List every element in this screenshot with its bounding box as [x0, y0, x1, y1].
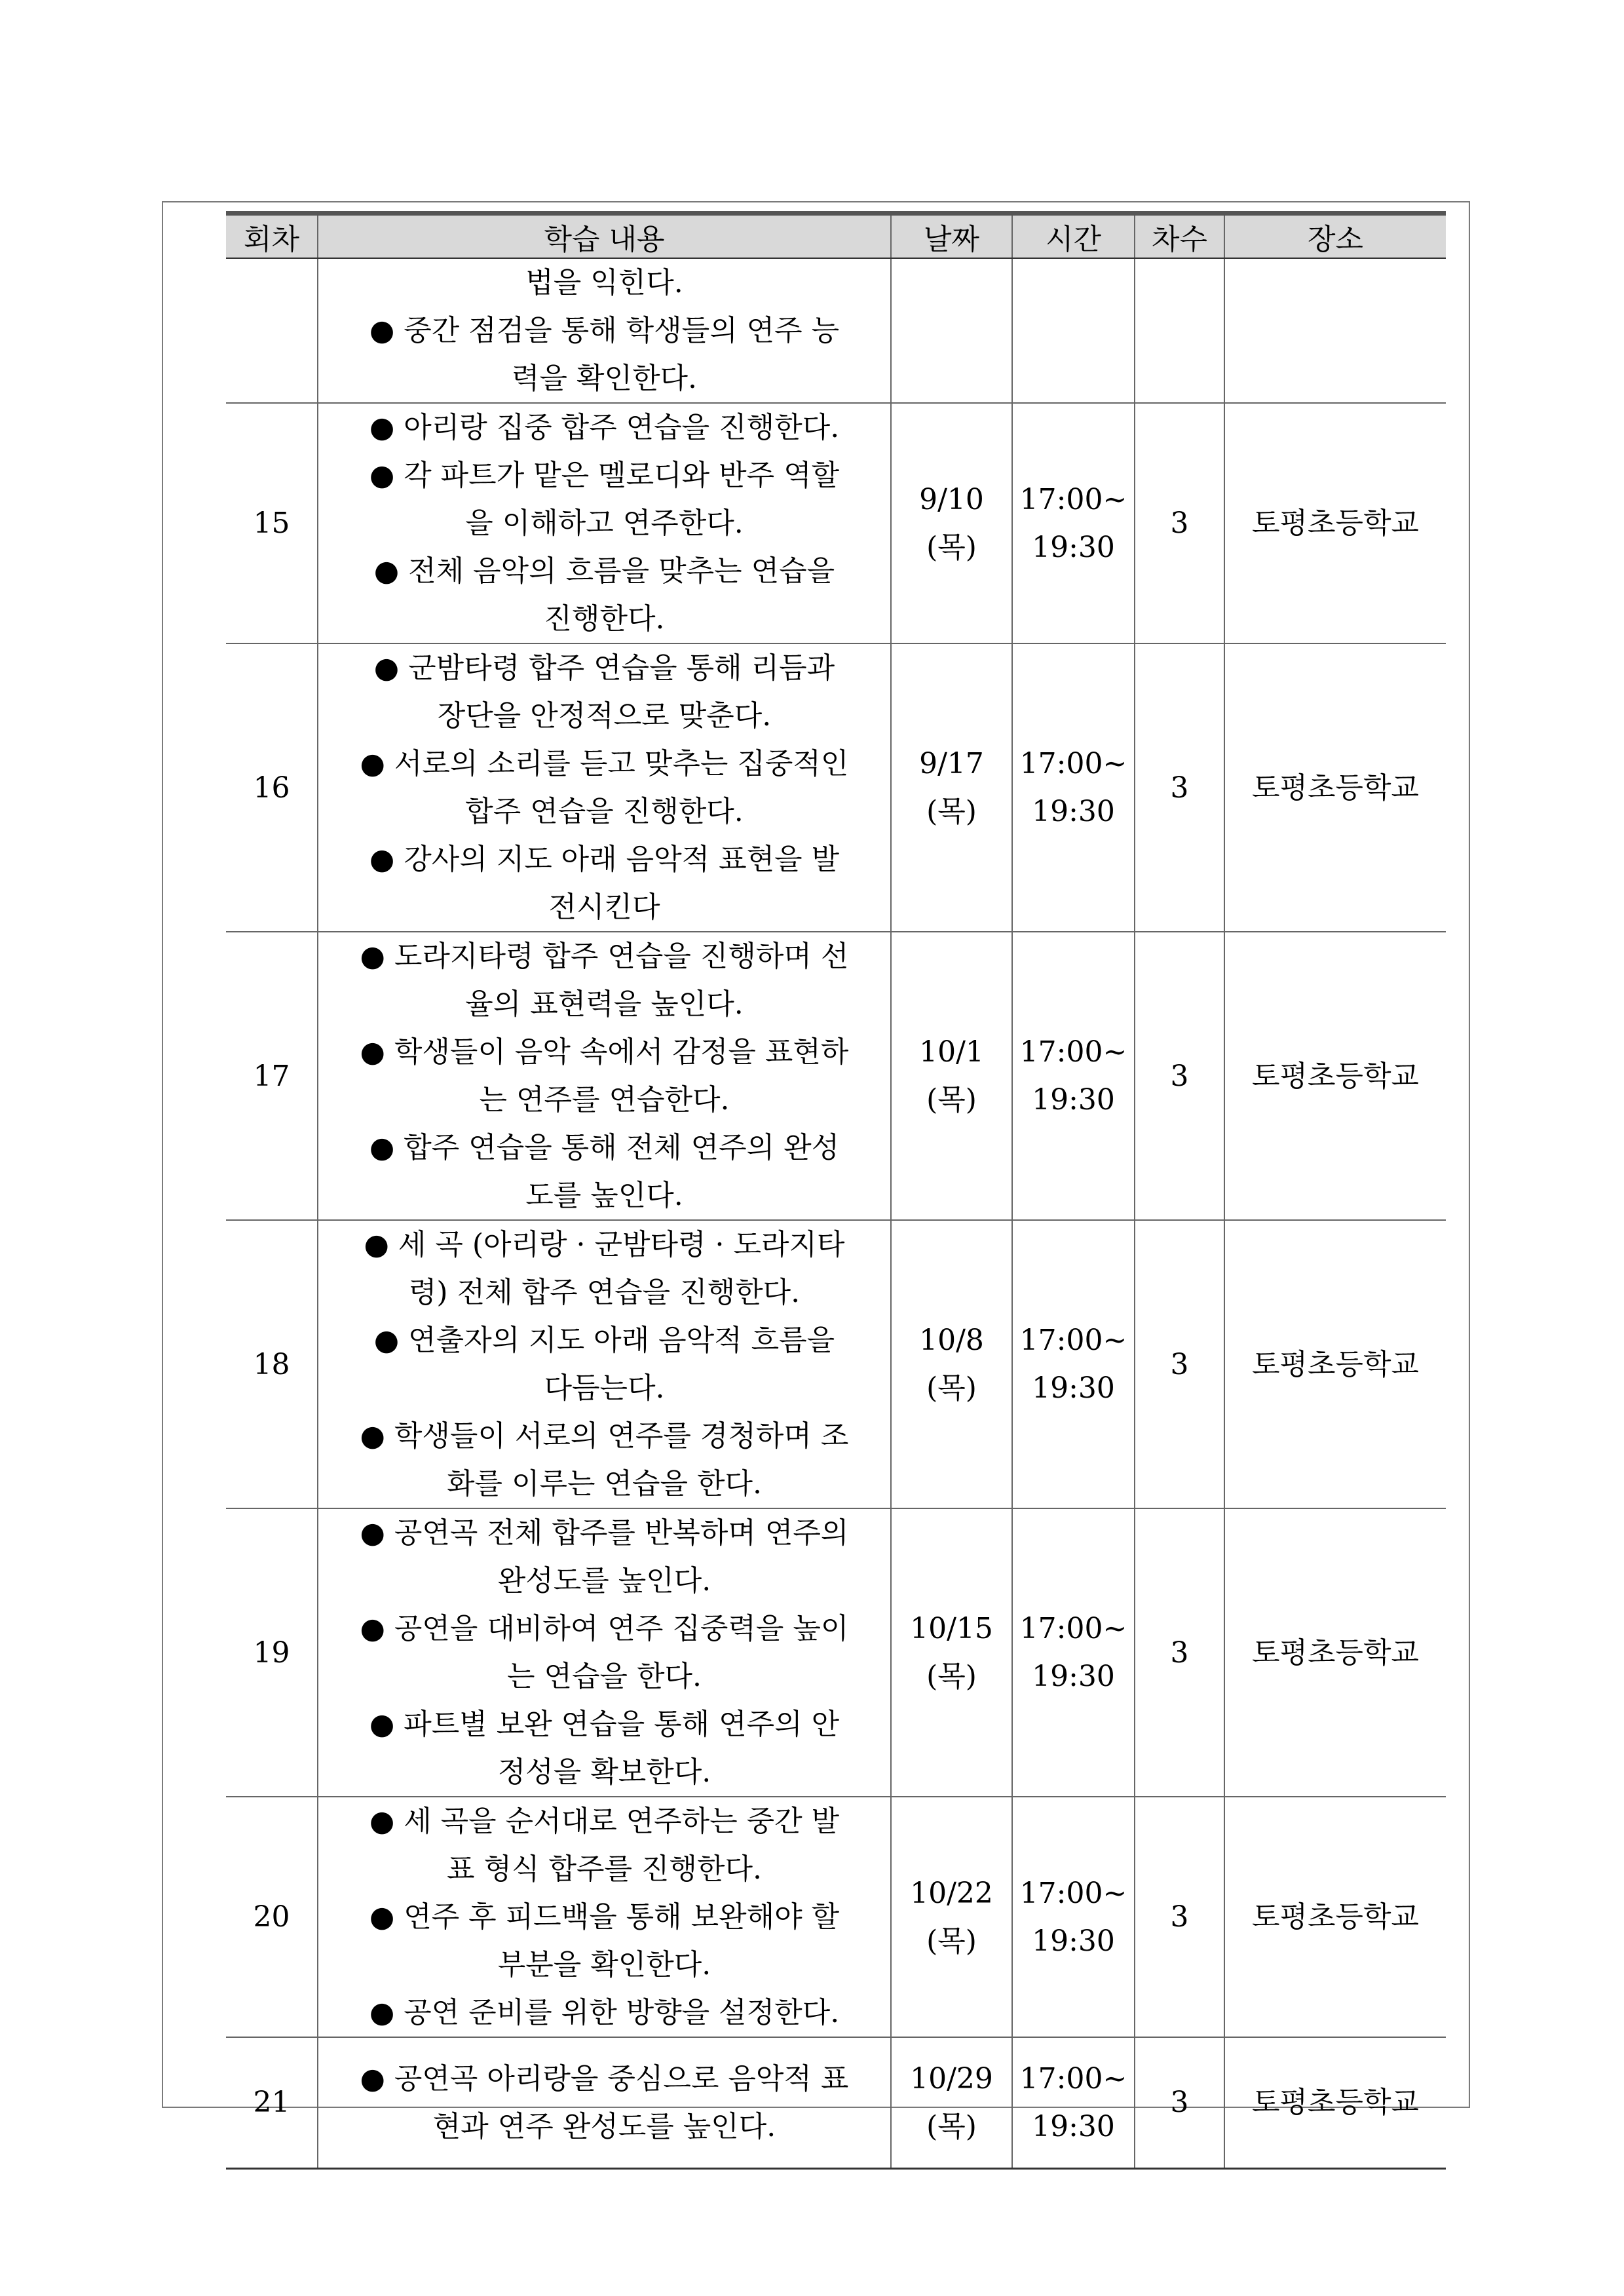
content-line: ● 연주 후 피드백을 통해 보완해야 할 — [369, 1900, 840, 1934]
content-line: ● 공연곡 전체 합주를 반복하며 연주의 — [360, 1516, 849, 1550]
time-cell — [1012, 258, 1135, 403]
content-line: ● 세 곡 (아리랑 · 군밤타령 · 도라지타 — [364, 1228, 845, 1261]
place-cell: 토평초등학교 — [1224, 403, 1446, 643]
content-line: 다듬는다. — [544, 1371, 665, 1405]
table-row — [226, 1508, 1446, 1797]
time-end: 19:30 — [1032, 1924, 1115, 1958]
content-line: ● 아리랑 집중 합주 연습을 진행한다. — [369, 411, 840, 444]
content-line: ● 합주 연습을 통해 전체 연주의 완성 — [369, 1131, 840, 1164]
round-cell: 16 — [226, 643, 318, 932]
place-cell: 토평초등학교 — [1224, 2037, 1446, 2168]
date-text: 9/17 — [919, 747, 984, 780]
weekday-text: (목) — [926, 1371, 977, 1405]
content-line: 는 연습을 한다. — [507, 1660, 702, 1693]
table-row — [226, 1797, 1446, 2037]
header-date: 날짜 — [891, 214, 1012, 259]
content-line: 도를 높인다. — [525, 1179, 683, 1212]
round-cell: 21 — [226, 2037, 318, 2168]
round-cell: 17 — [226, 932, 318, 1220]
time-cell — [1012, 2037, 1135, 2168]
count-cell: 3 — [1135, 1797, 1224, 2037]
content-line: ● 파트별 보완 연습을 통해 연주의 안 — [369, 1708, 840, 1741]
content-line: ● 학생들이 서로의 연주를 경청하며 조 — [360, 1419, 849, 1453]
time-start: 17:00~ — [1019, 1324, 1127, 1357]
content-line: 부분을 확인한다. — [497, 1948, 711, 1981]
content-cell — [318, 1797, 891, 2037]
content-cell — [318, 643, 891, 932]
schedule-table — [226, 211, 1446, 2170]
content-cell — [318, 1508, 891, 1797]
date-cell — [891, 643, 1012, 932]
content-cell — [318, 403, 891, 643]
table-row — [226, 403, 1446, 643]
content-line: 완성도를 높인다. — [497, 1564, 711, 1598]
content-line: ● 각 파트가 맡은 멜로디와 반주 역할 — [369, 459, 840, 492]
weekday-text: (목) — [926, 1660, 977, 1693]
content-line: 합주 연습을 진행한다. — [465, 795, 744, 828]
table-header-row — [226, 214, 1446, 259]
count-cell: 3 — [1135, 2037, 1224, 2168]
time-start: 17:00~ — [1019, 2061, 1127, 2095]
header-place: 장소 — [1224, 214, 1446, 259]
round-cell: 20 — [226, 1797, 318, 2037]
table-row — [226, 258, 1446, 403]
date-cell — [891, 1508, 1012, 1797]
time-end: 19:30 — [1032, 1083, 1115, 1117]
content-line: ● 서로의 소리를 듣고 맞추는 집중적인 — [360, 747, 849, 780]
place-cell: 토평초등학교 — [1224, 932, 1446, 1220]
content-line: ● 중간 점검을 통해 학생들의 연주 능 — [369, 314, 840, 347]
content-line: ● 전체 음악의 흐름을 맞추는 연습을 — [373, 554, 835, 588]
date-text: 10/8 — [919, 1324, 984, 1357]
count-cell: 3 — [1135, 932, 1224, 1220]
time-cell — [1012, 1220, 1135, 1508]
content-line: 장단을 안정적으로 맞춘다. — [437, 699, 772, 733]
content-cell — [318, 2037, 891, 2168]
time-end: 19:30 — [1032, 2109, 1115, 2143]
date-cell — [891, 2037, 1012, 2168]
content-line: ● 군밤타령 합주 연습을 통해 리듬과 — [373, 651, 835, 685]
content-line: ● 학생들이 음악 속에서 감정을 표현하 — [360, 1035, 849, 1069]
time-cell — [1012, 643, 1135, 932]
content-line: ● 공연 준비를 위한 방향을 설정한다. — [369, 1996, 840, 2029]
content-line: ● 강사의 지도 아래 음악적 표현을 발 — [369, 843, 840, 876]
content-line: 정성을 확보한다. — [497, 1755, 711, 1789]
weekday-text: (목) — [926, 530, 977, 564]
table-row — [226, 1220, 1446, 1508]
round-cell: 18 — [226, 1220, 318, 1508]
time-start: 17:00~ — [1019, 1035, 1127, 1069]
date-cell — [891, 1797, 1012, 2037]
weekday-text: (목) — [926, 795, 977, 828]
content-line: ● 도라지타령 합주 연습을 진행하며 선 — [360, 940, 849, 973]
content-cell — [318, 1220, 891, 1508]
date-cell — [891, 403, 1012, 643]
header-count: 차수 — [1135, 214, 1224, 259]
time-end: 19:30 — [1032, 1660, 1115, 1693]
table-row — [226, 2037, 1446, 2168]
content-line: 화를 이루는 연습을 한다. — [447, 1467, 762, 1501]
round-cell: 19 — [226, 1508, 318, 1797]
content-line: ● 공연을 대비하여 연주 집중력을 높이 — [360, 1612, 849, 1645]
place-cell: 토평초등학교 — [1224, 643, 1446, 932]
count-cell — [1135, 258, 1224, 403]
content-line: 현과 연주 완성도를 높인다. — [432, 2109, 776, 2143]
header-time: 시간 — [1012, 214, 1135, 259]
time-end: 19:30 — [1032, 530, 1115, 564]
time-start: 17:00~ — [1019, 482, 1127, 516]
time-start: 17:00~ — [1019, 1876, 1127, 1910]
round-cell: 15 — [226, 403, 318, 643]
content-line: 율의 표현력을 높인다. — [465, 987, 744, 1021]
content-cell — [318, 932, 891, 1220]
place-cell: 토평초등학교 — [1224, 1797, 1446, 2037]
place-cell — [1224, 258, 1446, 403]
content-line: 력을 확인한다. — [512, 362, 697, 395]
time-end: 19:30 — [1032, 795, 1115, 828]
time-end: 19:30 — [1032, 1371, 1115, 1405]
table-row — [226, 932, 1446, 1220]
content-line: 진행한다. — [544, 602, 665, 636]
content-cell — [318, 258, 891, 403]
content-line: ● 세 곡을 순서대로 연주하는 중간 발 — [369, 1805, 840, 1838]
table-row — [226, 643, 1446, 932]
date-text: 10/15 — [910, 1612, 993, 1645]
time-start: 17:00~ — [1019, 747, 1127, 780]
content-line: 법을 익힌다. — [525, 266, 683, 299]
content-line: 을 이해하고 연주한다. — [465, 507, 744, 540]
date-text: 10/22 — [910, 1876, 993, 1910]
time-cell — [1012, 932, 1135, 1220]
time-cell — [1012, 1797, 1135, 2037]
weekday-text: (목) — [926, 1924, 977, 1958]
time-cell — [1012, 403, 1135, 643]
place-cell: 토평초등학교 — [1224, 1508, 1446, 1797]
date-cell — [891, 932, 1012, 1220]
date-text: 10/29 — [910, 2061, 993, 2095]
round-cell — [226, 258, 318, 403]
place-cell: 토평초등학교 — [1224, 1220, 1446, 1508]
content-line: ● 연출자의 지도 아래 음악적 흐름을 — [373, 1324, 835, 1357]
weekday-text: (목) — [926, 1083, 977, 1117]
content-line: ● 공연곡 아리랑을 중심으로 음악적 표 — [360, 2061, 849, 2095]
count-cell: 3 — [1135, 1220, 1224, 1508]
content-line: 는 연주를 연습한다. — [479, 1083, 730, 1117]
time-cell — [1012, 1508, 1135, 1797]
content-line: 전시킨다 — [548, 890, 660, 924]
count-cell: 3 — [1135, 1508, 1224, 1797]
date-cell — [891, 1220, 1012, 1508]
header-content: 학습 내용 — [318, 214, 891, 259]
header-round: 회차 — [226, 214, 318, 259]
date-text: 10/1 — [919, 1035, 984, 1069]
content-line: 표 형식 합주를 진행한다. — [447, 1852, 762, 1886]
time-start: 17:00~ — [1019, 1612, 1127, 1645]
date-cell — [891, 258, 1012, 403]
count-cell: 3 — [1135, 643, 1224, 932]
date-text: 9/10 — [919, 482, 984, 516]
content-line: 령) 전체 합주 연습을 진행한다. — [408, 1276, 801, 1309]
count-cell: 3 — [1135, 403, 1224, 643]
weekday-text: (목) — [926, 2109, 977, 2143]
